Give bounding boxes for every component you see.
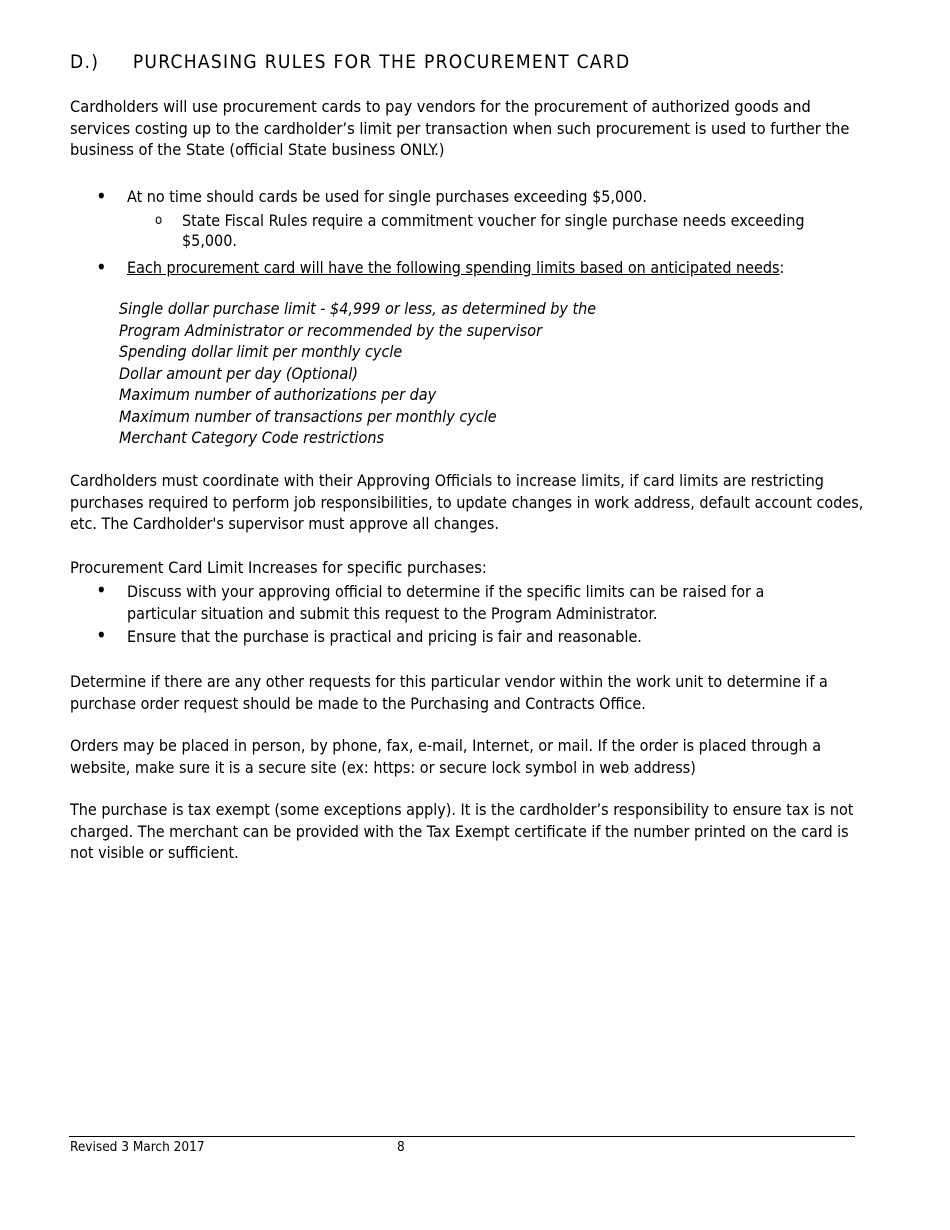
bullet-dot-icon: • [96, 255, 107, 279]
list-item: • At no time should cards be used for single purchases exceeding $5,000. [96, 184, 647, 208]
list-item: • Discuss with your approving official to determine if the specific limits can be raised for a particular situation and submit this request to the Program Administrator. [96, 578, 765, 623]
list-item: • Each procurement card will have the following spending limits based on anticipated needs: [96, 255, 785, 279]
bullet-list-1 [70, 186, 870, 250]
limit-item: Dollar amount per day (Optional) [119, 363, 358, 383]
limit-item: Spending dollar limit per monthly cycle [119, 342, 403, 361]
section-title: PURCHASING RULES FOR THE PROCUREMENT CARD [132, 51, 631, 73]
section-number: D.) [70, 51, 100, 73]
limit-item: Maximum number of authorizations per day [119, 385, 437, 404]
orders-paragraph: Orders may be placed in person, by phone, fax, e-mail, Internet, or mail. If the order is placed through a website, make sure it is a secure site (ex: https: or secure lock symbol in web address) [70, 736, 822, 777]
footer-revised-date: Revised 3 March 2017 [70, 1139, 205, 1155]
footer-page-number: 8 [397, 1139, 405, 1155]
list-item: • Ensure that the purchase is practical and pricing is fair and reasonable. [96, 623, 642, 647]
determine-paragraph: Determine if there are any other requests for this particular vendor within the work unit to determine if a purchase order request should be made to the Purchasing and Contracts Office. [70, 672, 828, 713]
increases-heading: Procurement Card Limit Increases for specific purchases: [70, 558, 487, 577]
intro-paragraph: Cardholders will use procurement cards to pay vendors for the procurement of authorized goods and services costing up to the cardholder’s limit per transaction when such procurement is used to further the business of the State (official State business ONLY.) [70, 97, 850, 159]
tax-paragraph: The purchase is tax exempt (some exceptions apply). It is the cardholder’s responsibility to ensure tax is not charged. The merchant can be provided with the Tax Exempt certificate if the number printed on the card is not visible or sufficient. [70, 800, 854, 862]
limit-item: Single dollar purchase limit - $4,999 or less, as determined by the [119, 299, 597, 318]
coordinate-paragraph: Cardholders must coordinate with their Approving Officials to increase limits, if card limits are restricting purchases required to perform job responsibilities, to update changes in work address, default account codes, etc. The Cardholder's supervisor must approve all changes. [70, 471, 864, 533]
limit-item: Merchant Category Code restrictions [119, 428, 384, 447]
sub-list-item: o State Fiscal Rules require a commitment voucher for single purchase needs exceeding $5,000. [155, 211, 805, 250]
spending-limits-list [119, 298, 596, 449]
limit-item: Maximum number of transactions per monthly cycle [119, 406, 497, 426]
footer-rule [69, 1136, 855, 1137]
limit-item: Program Administrator or recommended by the supervisor [119, 320, 543, 340]
section-heading [70, 51, 630, 73]
bullet-circle-icon: o [155, 213, 163, 228]
bullet-dot-icon: • [96, 184, 107, 208]
increases-list [70, 580, 870, 647]
bullet-dot-icon: • [96, 578, 107, 602]
bullet-dot-icon: • [96, 623, 107, 647]
